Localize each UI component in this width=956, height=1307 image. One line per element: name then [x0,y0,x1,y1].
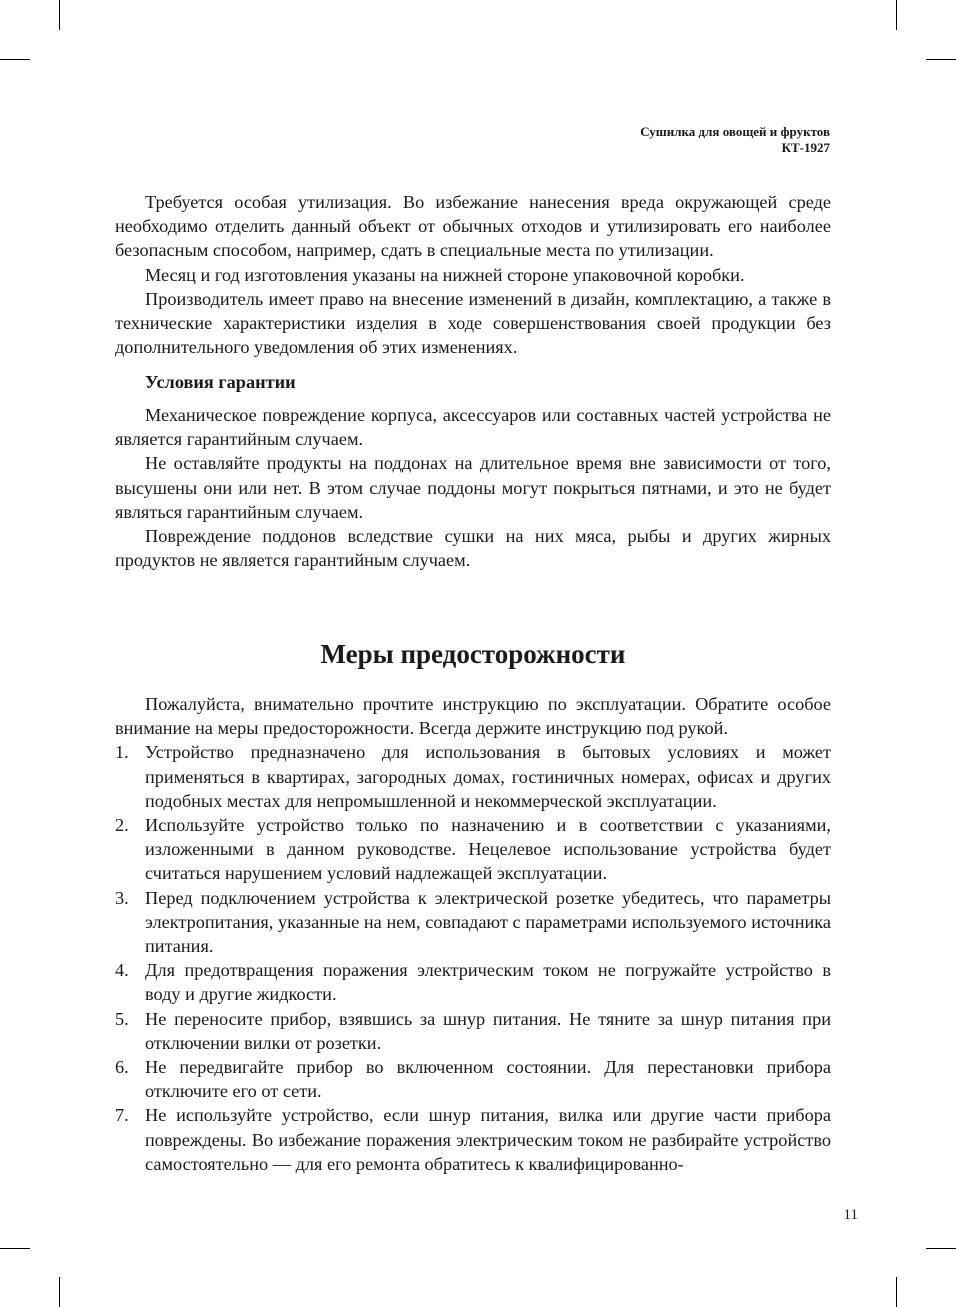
precautions-list [115,740,831,1176]
paragraph: Механическое повреждение корпуса, аксессуаров или составных частей устройства не является гарантийным случаем. [115,405,831,450]
paragraph: Пожалуйста, внимательно прочтите инструкцию по эксплуатации. Обратите особое внимание на меры предосторожности. Всегда держите инструкцию под рукой. [115,694,831,739]
paragraph: Производитель имеет право на внесение изменений в дизайн, комплектацию, а также в технические характеристики изделия в ходе совершенствования своей продукции без дополнительного уведомления об этих изменениях. [115,288,831,358]
list-item [115,1103,831,1176]
crop-mark [926,59,956,60]
list-item [115,1007,831,1055]
paragraph: Требуется особая утилизация. Во избежание нанесения вреда окружающей среде необходимо отделить данный объект от обычных отходов и утилизировать его наиболее безопасным способом, например, сдать в специальные места по утилизации. [115,192,831,261]
list-number: 2. [115,815,129,836]
crop-mark [896,1277,897,1307]
list-item [115,958,831,1006]
list-item [115,813,831,886]
list-number: 1. [115,742,129,763]
crop-mark [0,59,30,60]
warranty-section [115,370,831,572]
list-text: Для предотвращения поражения электрическим током не погружайте устройство в воду и другие жидкости. [145,960,831,1005]
list-text: Не переносите прибор, взявшись за шнур питания. Не тяните за шнур питания при отключении вилки от розетки. [145,1008,831,1053]
list-text: Не передвигайте прибор во включенном состоянии. Для перестановки прибора отключите его от сети. [145,1057,831,1102]
list-text: Устройство предназначено для использования в бытовых условиях и может применяться в квартирах, загородных домах, гостиничных номерах, офисах и других подобных местах для непромышленной и некоммерческой эксплуатации. [145,742,831,811]
list-item [115,886,831,959]
intro-section [115,190,831,359]
list-item [115,740,831,813]
section-heading: Условия гарантии [145,372,296,392]
running-header [640,124,830,156]
list-number: 7. [115,1105,129,1126]
crop-mark [59,0,60,30]
paragraph: Не оставляйте продукты на поддонах на длительное время вне зависимости от того, высушены они или нет. В этом случае поддоны могут покрыться пятнами, и это не будет являться гарантийным случаем. [115,453,831,522]
list-number: 4. [115,960,129,981]
list-text: Используйте устройство только по назначению и в соответствии с указаниями, изложенными в данном руководстве. Нецелевое использование устройства будет считаться нарушением условий надлежащей эксплуатации. [145,815,831,884]
paragraph: Месяц и год изготовления указаны на нижней стороне упаковочной коробки. [145,264,745,285]
page-number: 11 [843,1207,858,1223]
list-number: 3. [115,887,129,908]
list-item [115,1055,831,1103]
crop-mark [0,1248,30,1249]
list-text: Перед подключением устройства к электрической розетке убедитесь, что параметры электропитания, указанные на нем, совпадают с параметрами используемого источника питания. [145,887,831,957]
page-title: Меры предосторожности [320,639,626,669]
crop-mark [59,1277,60,1307]
list-number: 5. [115,1008,129,1029]
precautions-section [115,692,831,1176]
list-number: 6. [115,1057,129,1078]
paragraph: Повреждение поддонов вследствие сушки на них мяса, рыбы и других жирных продуктов не является гарантийным случаем. [115,526,831,571]
list-text: Не используйте устройство, если шнур питания, вилка или другие части прибора повреждены. Во избежание поражения электрическим током не разбирайте устройство самостоятельно — для его ремонта обратитесь к квалифицированно- [145,1105,831,1174]
header-model: КТ-1927 [781,140,830,155]
crop-mark [926,1248,956,1249]
crop-mark [896,0,897,30]
header-product: Сушилка для овощей и фруктов [640,124,830,139]
